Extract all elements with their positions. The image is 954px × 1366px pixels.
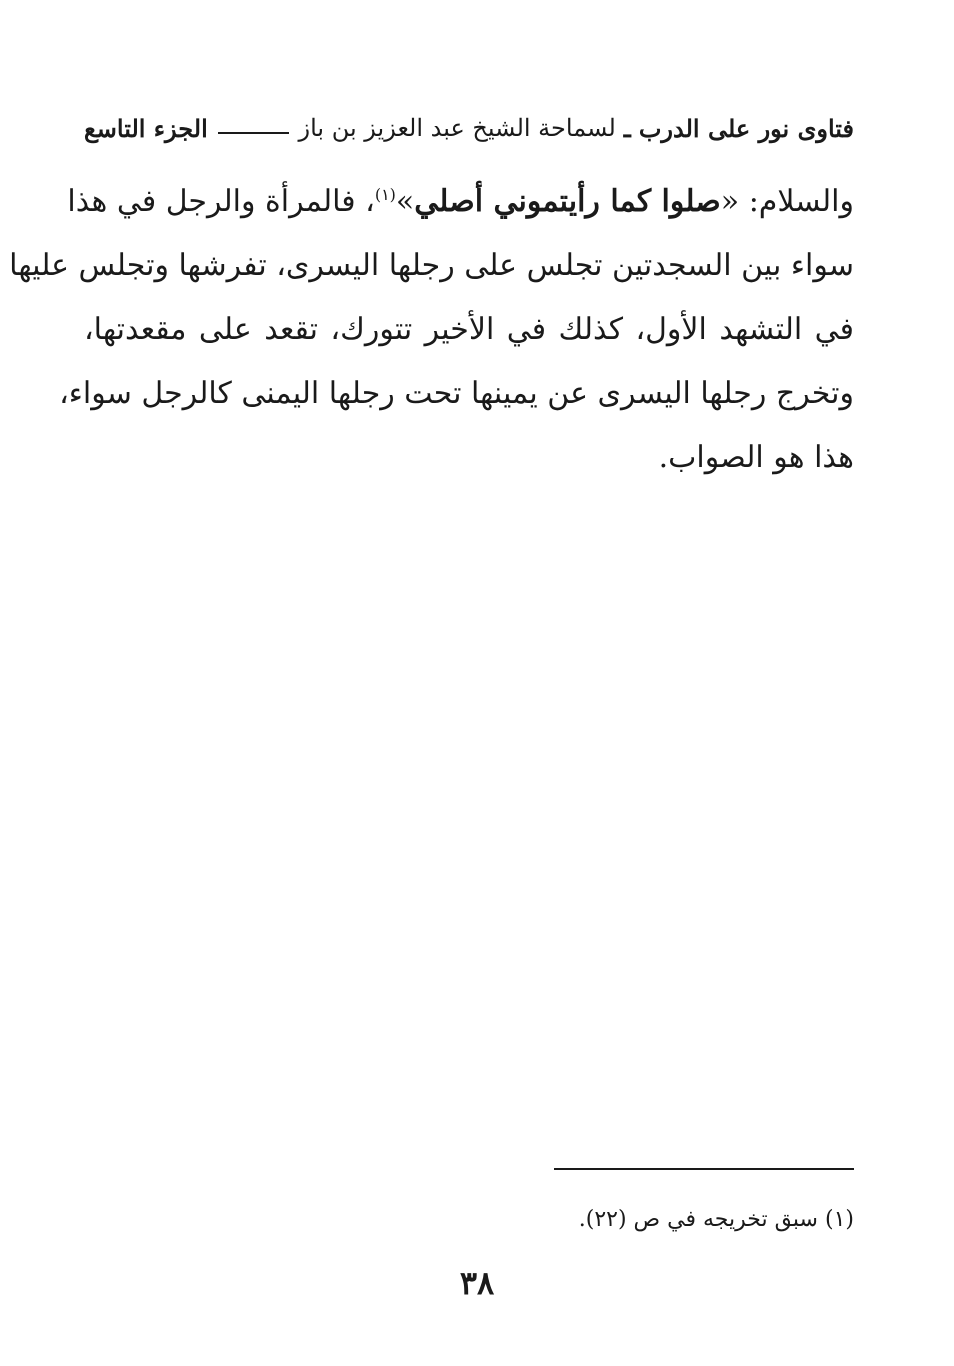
body-paragraph	[9, 170, 854, 490]
header-volume: الجزء التاسع	[84, 113, 208, 143]
line1-end: ، فالمرأة والرجل في هذا	[67, 184, 375, 219]
page-number: ٣٨	[459, 1264, 495, 1302]
header-author: لسماحة الشيخ عبد العزيز بن باز	[298, 114, 616, 142]
header-dash: ـ	[623, 113, 631, 143]
body-line-3: في التشهد الأول، كذلك في الأخير تتورك، تقعد على مقعدتها،	[84, 312, 854, 347]
body-line-4: وتخرج رجلها اليسرى عن يمينها تحت رجلها اليمنى كالرجل سواء،	[59, 376, 854, 411]
footnote-reference: (١)	[374, 185, 396, 204]
body-line-2: سواء بين السجدتين تجلس على رجلها اليسرى، تفرشها وتجلس عليها	[9, 248, 854, 283]
header-left-group	[299, 114, 855, 143]
running-header	[84, 108, 854, 148]
body-line-5: هذا هو الصواب.	[658, 440, 854, 475]
header-book-title: فتاوى نور على الدرب	[638, 113, 854, 143]
hadith-quote: صلوا كما رأيتموني أصلي	[414, 184, 721, 219]
body-line-1	[67, 170, 854, 234]
footnote-separator	[554, 1168, 854, 1170]
header-rule	[218, 132, 289, 134]
line1-start: والسلام: «	[720, 184, 854, 219]
line1-close: »	[395, 184, 415, 219]
footnote-text: (١) سبق تخريجه في ص (٢٢).	[578, 1207, 854, 1232]
